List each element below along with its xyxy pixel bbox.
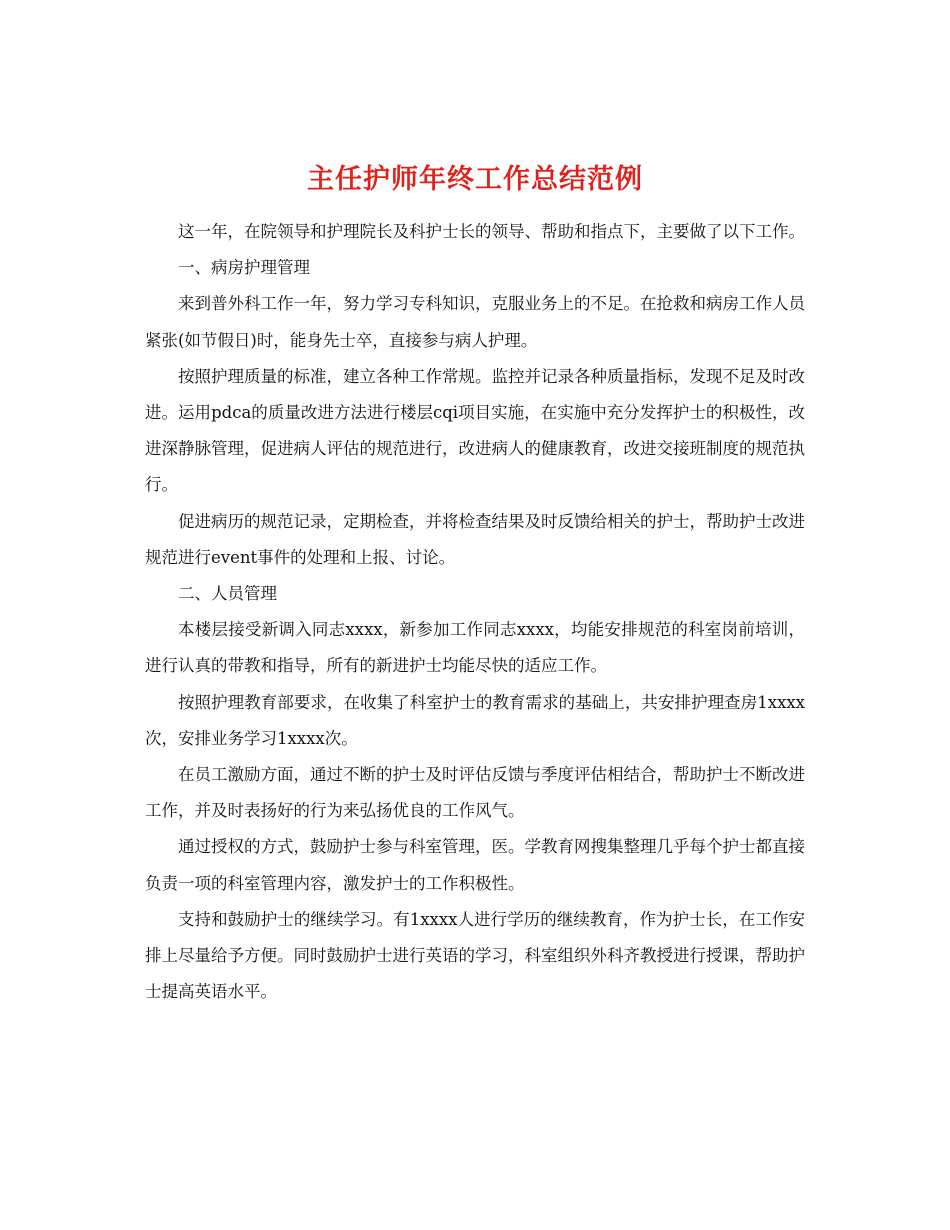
paragraph: 通过授权的方式，鼓励护士参与科室管理，医。学教育网搜集整理几乎每个护士都直接负责一项的科室管理内容，激发护士的工作积极性。 <box>145 837 805 893</box>
paragraph: 来到普外科工作一年，努力学习专科知识，克服业务上的不足。在抢救和病房工作人员紧张(如节假日)时，能身先士卒，直接参与病人护理。 <box>145 294 805 350</box>
document-body <box>145 214 805 1010</box>
paragraph-intro: 这一年，在院领导和护理院长及科护士长的领导、帮助和指点下，主要做了以下工作。 <box>178 222 805 241</box>
paragraph: 按照护理教育部要求，在收集了科室护士的教育需求的基础上，共安排护理查房1xxxx次，安排业务学习1xxxx次。 <box>145 692 805 748</box>
section-heading-staff-management: 二、人员管理 <box>178 584 277 604</box>
paragraph: 在员工激励方面，通过不断的护士及时评估反馈与季度评估相结合，帮助护士不断改进工作，并及时表扬好的行为来弘扬优良的工作风气。 <box>145 765 805 821</box>
section-heading-ward-nursing: 一、病房护理管理 <box>178 258 310 278</box>
paragraph: 支持和鼓励护士的继续学习。有1xxxx人进行学历的继续教育，作为护士长，在工作安排上尽量给予方便。同时鼓励护士进行英语的学习，科室组织外科齐教授进行授课，帮助护士提高英语水平。 <box>145 909 805 1002</box>
document-title: 主任护师年终工作总结范例 <box>307 164 643 196</box>
paragraph: 按照护理质量的标准，建立各种工作常规。监控并记录各种质量指标，发现不足及时改进。运用pdca的质量改进方法进行楼层cqi项目实施，在实施中充分发挥护士的积极性，改进深静脉管理，促进病人评估的规范进行，改进病人的健康教育，改进交接班制度的规范执行。 <box>145 366 805 495</box>
paragraph: 本楼层接受新调入同志xxxx，新参加工作同志xxxx，均能安排规范的科室岗前培训，进行认真的带教和指导，所有的新进护士均能尽快的适应工作。 <box>145 620 805 676</box>
paragraph: 促进病历的规范记录，定期检查，并将检查结果及时反馈给相关的护士，帮助护士改进规范进行event事件的处理和上报、讨论。 <box>145 511 805 567</box>
